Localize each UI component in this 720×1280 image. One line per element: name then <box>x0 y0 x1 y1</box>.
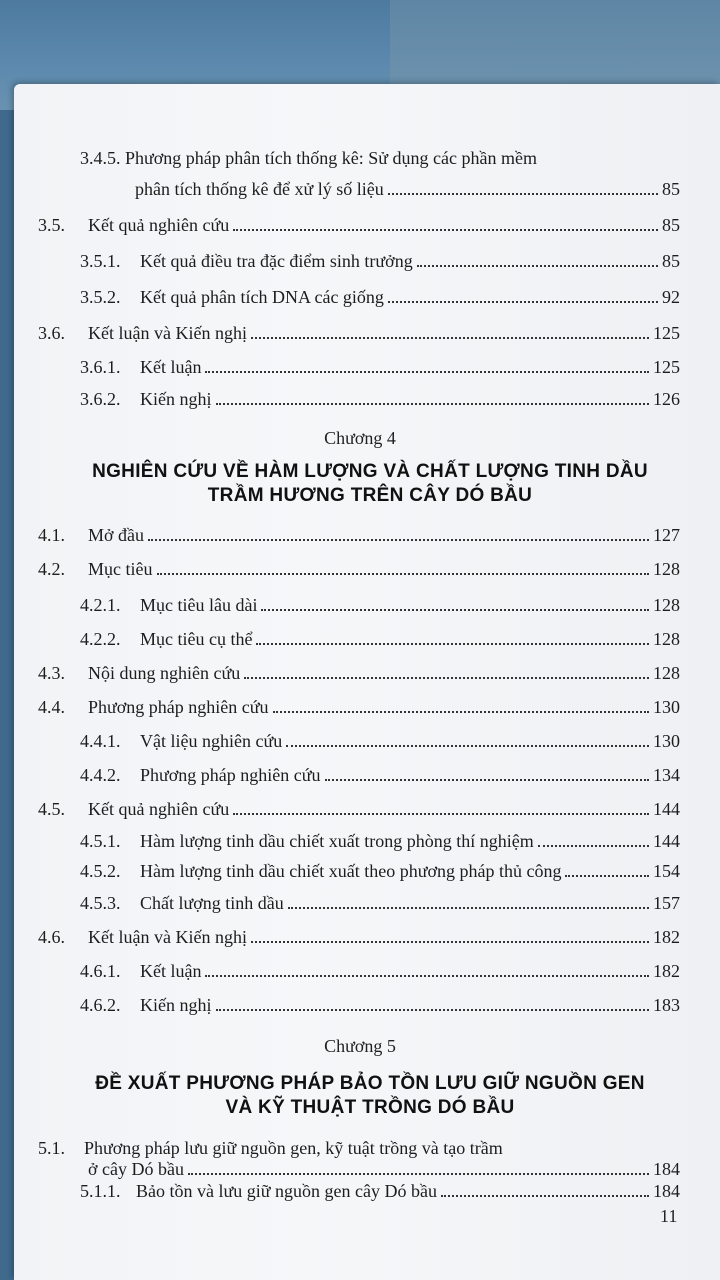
toc-title: ở cây Dó bầu <box>88 1159 184 1179</box>
toc-title: Mục tiêu lâu dài <box>140 595 258 615</box>
toc-title: Phương pháp lưu giữ nguồn gen, kỹ tuật trồng và tạo trầm <box>84 1138 503 1158</box>
toc-page: 125 <box>653 357 680 377</box>
dot-leader <box>417 264 658 267</box>
toc-title: Hàm lượng tinh dầu chiết xuất theo phương pháp thủ công <box>140 861 562 881</box>
dot-leader <box>233 812 649 815</box>
toc-page: 127 <box>653 525 680 545</box>
dot-leader <box>205 370 649 373</box>
toc-entry-4-2 <box>38 550 680 580</box>
toc-number: 4.1. <box>38 525 65 545</box>
dot-leader <box>251 940 649 943</box>
toc-number: 5.1. <box>38 1138 65 1158</box>
toc-title: Kết quả điều tra đặc điểm sinh trưởng <box>140 251 413 271</box>
toc-entry-4-4-2 <box>80 756 680 786</box>
toc-page: 130 <box>653 697 680 717</box>
toc-page: 128 <box>653 629 680 649</box>
toc-number: 3.6. <box>38 323 65 343</box>
toc-page: 144 <box>653 831 680 851</box>
toc-page: 144 <box>653 799 680 819</box>
toc-entry-4-6-2 <box>80 986 680 1016</box>
chapter-5-label: Chương 5 <box>324 1036 396 1056</box>
dot-leader <box>565 874 649 877</box>
toc-title: Mục tiêu <box>88 559 153 579</box>
toc-entry-3-6 <box>38 314 680 344</box>
toc-title: Kết luận và Kiến nghị <box>88 927 247 947</box>
toc-title: Phương pháp nghiên cứu <box>88 697 269 717</box>
dot-leader <box>244 676 649 679</box>
toc-entry-3-5-1 <box>80 242 680 272</box>
dot-leader <box>273 710 649 713</box>
toc-number: 3.5.1. <box>80 251 121 271</box>
toc-page: 183 <box>653 995 680 1015</box>
toc-entry-3-4-5-line2 <box>135 170 680 200</box>
dot-leader <box>325 778 649 781</box>
chapter-4-title-line2: TRẦM HƯƠNG TRÊN CÂY DÓ BẦU <box>207 485 533 506</box>
toc-page: 184 <box>653 1159 680 1179</box>
toc-number: 4.5. <box>38 799 65 819</box>
toc-title: Mục tiêu cụ thể <box>140 629 253 649</box>
toc-title: Kết quả phân tích DNA các giống <box>140 287 384 307</box>
toc-number: 3.5.2. <box>80 287 121 307</box>
toc-title: phân tích thống kê để xử lý số liệu <box>135 179 384 199</box>
toc-entry-4-4-1 <box>80 722 680 752</box>
toc-entry-4-1 <box>38 516 680 546</box>
toc-number: 4.2.2. <box>80 629 121 649</box>
chapter-4-label: Chương 4 <box>324 428 396 448</box>
chapter-5-title-line1: ĐỀ XUẤT PHƯƠNG PHÁP BẢO TỒN LƯU GIỮ NGUỒN GEN <box>95 1073 645 1094</box>
toc-number: 4.6.1. <box>80 961 121 981</box>
toc-title: Kết quả nghiên cứu <box>88 799 230 819</box>
toc-page: 184 <box>653 1181 680 1201</box>
toc-number: 4.4.2. <box>80 765 121 785</box>
toc-number: 3.5. <box>38 215 65 235</box>
toc-number: 3.4.5. <box>80 148 121 168</box>
dot-leader <box>157 572 650 575</box>
toc-page: 182 <box>653 927 680 947</box>
toc-title: Chất lượng tinh dầu <box>140 893 284 913</box>
toc-title: Kiến nghị <box>140 995 212 1015</box>
toc-title: Nội dung nghiên cứu <box>88 663 241 683</box>
toc-page: 130 <box>653 731 680 751</box>
dot-leader <box>538 844 649 847</box>
toc-entry-4-5-1 <box>80 822 680 852</box>
dot-leader <box>256 642 649 645</box>
toc-title: Phương pháp phân tích thống kê: Sử dụng các phần mềm <box>125 148 537 168</box>
dot-leader <box>286 744 649 747</box>
toc-page: 128 <box>653 595 680 615</box>
page-number: 11 <box>660 1206 678 1226</box>
toc-number: 4.3. <box>38 663 65 683</box>
toc-number: 4.2.1. <box>80 595 121 615</box>
toc-number: 5.1.1. <box>80 1181 121 1201</box>
toc-entry-4-6 <box>38 918 680 948</box>
dot-leader <box>288 906 649 909</box>
toc-entry-5-1-1 <box>80 1172 680 1202</box>
toc-entry-3-5 <box>38 206 680 236</box>
toc-entry-4-4 <box>38 688 680 718</box>
dot-leader <box>441 1194 649 1197</box>
toc-title: Kiến nghị <box>140 389 212 409</box>
toc-title: Mở đầu <box>88 525 145 545</box>
dot-leader <box>148 538 649 541</box>
toc-entry-4-5 <box>38 790 680 820</box>
dot-leader <box>233 228 658 231</box>
chapter-4-title-line1: NGHIÊN CỨU VỀ HÀM LƯỢNG VÀ CHẤT LƯỢNG TINH DẦU <box>92 461 648 482</box>
dot-leader <box>388 192 658 195</box>
toc-page: 157 <box>653 893 680 913</box>
dot-leader <box>261 608 649 611</box>
toc-number: 4.2. <box>38 559 65 579</box>
dot-leader <box>216 1008 650 1011</box>
toc-title: Vật liệu nghiên cứu <box>140 731 283 751</box>
toc-entry-4-5-3 <box>80 884 680 914</box>
dot-leader <box>205 974 649 977</box>
toc-page: 134 <box>653 765 680 785</box>
toc-page: 85 <box>662 215 680 235</box>
toc-page: 85 <box>662 179 680 199</box>
toc-page: 128 <box>653 559 680 579</box>
dot-leader <box>216 402 650 405</box>
toc-number: 4.5.1. <box>80 831 121 851</box>
toc-title: Hàm lượng tinh dầu chiết xuất trong phòng thí nghiệm <box>140 831 534 851</box>
toc-number: 4.6. <box>38 927 65 947</box>
toc-title: Kết luận <box>140 357 202 377</box>
toc-number: 4.4.1. <box>80 731 121 751</box>
dot-leader <box>251 336 649 339</box>
toc-page: 154 <box>653 861 680 881</box>
toc-entry-4-3 <box>38 654 680 684</box>
toc-title: Kết luận và Kiến nghị <box>88 323 247 343</box>
toc-page: 126 <box>653 389 680 409</box>
toc-entry-3-6-1 <box>80 348 680 378</box>
toc-number: 4.5.3. <box>80 893 121 913</box>
toc-entry-4-6-1 <box>80 952 680 982</box>
toc-title: Kết quả nghiên cứu <box>88 215 230 235</box>
toc-title: Kết luận <box>140 961 202 981</box>
toc-page: 85 <box>662 251 680 271</box>
toc-entry-4-2-1 <box>80 586 680 616</box>
toc-title: Phương pháp nghiên cứu <box>140 765 321 785</box>
toc-number: 3.6.1. <box>80 357 121 377</box>
background-fold <box>390 0 720 95</box>
toc-number: 4.6.2. <box>80 995 121 1015</box>
toc-number: 3.6.2. <box>80 389 121 409</box>
toc-page: 128 <box>653 663 680 683</box>
toc-entry-4-5-2 <box>80 852 680 882</box>
toc-page: 92 <box>662 287 680 307</box>
toc-title: Bảo tồn và lưu giữ nguồn gen cây Dó bầu <box>136 1181 437 1201</box>
toc-entry-3-4-5-line1 <box>80 148 537 169</box>
chapter-5-title-line2: VÀ KỸ THUẬT TRỒNG DÓ BẦU <box>225 1097 515 1118</box>
toc-number: 4.4. <box>38 697 65 717</box>
toc-page: 182 <box>653 961 680 981</box>
toc-entry-4-2-2 <box>80 620 680 650</box>
toc-entry-3-5-2 <box>80 278 680 308</box>
toc-entry-3-6-2 <box>80 380 680 410</box>
toc-number: 4.5.2. <box>80 861 121 881</box>
toc-page: 125 <box>653 323 680 343</box>
dot-leader <box>388 300 658 303</box>
